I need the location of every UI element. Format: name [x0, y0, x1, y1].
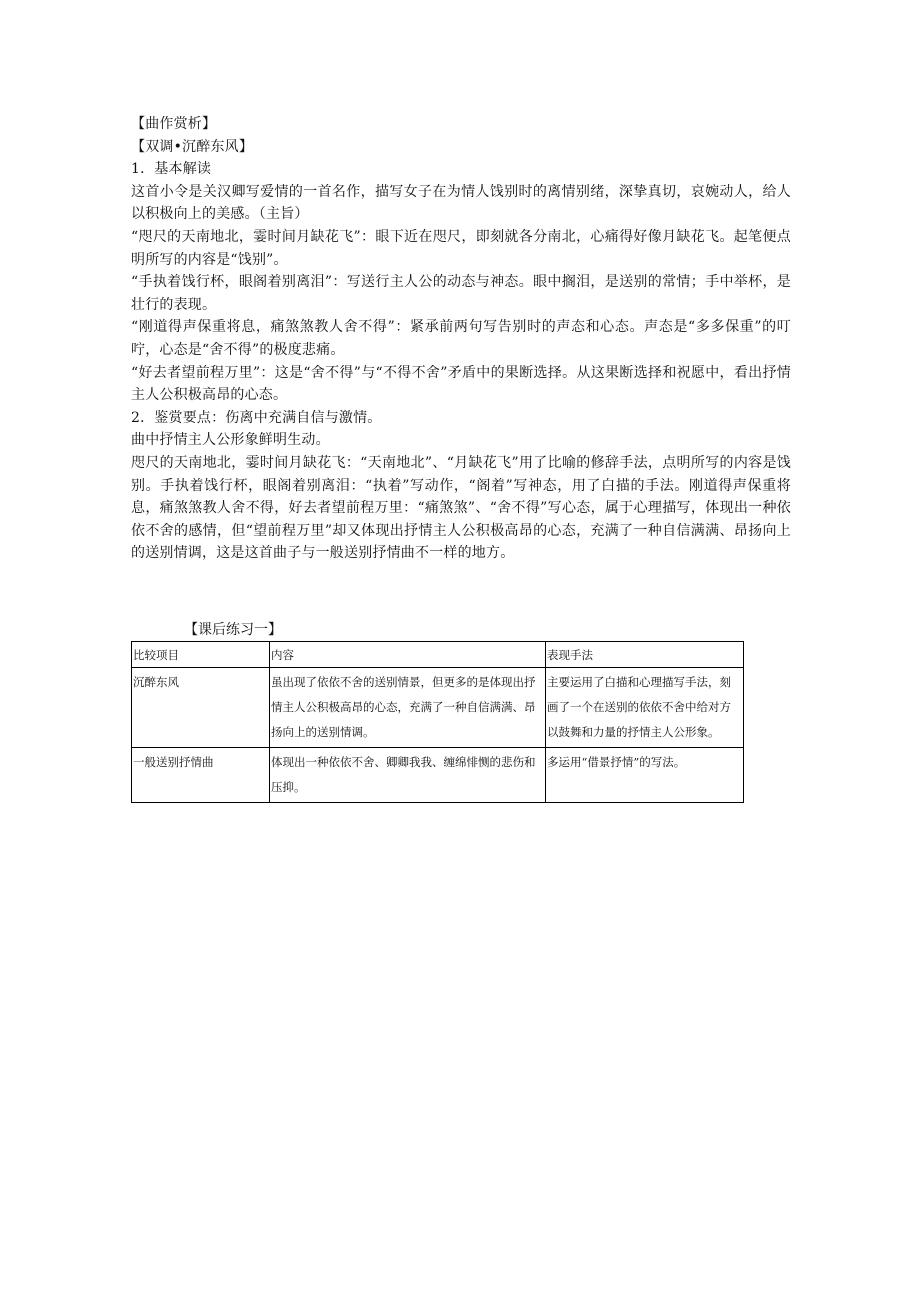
table-cell: 主要运用了白描和心理描写手法，刻画了一个在送别的依依不舍中给对方以鼓舞和力量的抒情主人公形象。 — [546, 668, 744, 748]
heading-basic-reading: 1．基本解读 — [131, 161, 212, 178]
table-cell: 体现出一种依依不舍、卿卿我我、缠绵悱恻的悲伤和压抑。 — [270, 748, 546, 803]
table-header-row — [132, 642, 744, 668]
table-cell: 一般送别抒情曲 — [132, 748, 270, 803]
article-body — [131, 113, 791, 565]
section-title: 【曲作赏析】 — [131, 116, 217, 132]
heading-appreciation: 2．鉴赏要点：伤离中充满自信与激情。 — [131, 409, 382, 426]
table-row — [132, 668, 744, 748]
paragraph-line4: “好去者望前程万里”：这是“舍不得”与“不得不舍”矛盾中的果断选择。从这果断选择和祝愿中，看出抒情主人公积极高昂的心态。 — [131, 364, 791, 404]
header-cell: 比较项目 — [132, 642, 270, 668]
header-cell: 表现手法 — [546, 642, 744, 668]
table-cell: 沉醉东风 — [132, 668, 270, 748]
paragraph-line3: “刚道得声保重将息，痛煞煞教人舍不得”：紧承前两句写告别时的声态和心态。声态是“多多保重”的叮咛，心态是“舍不得”的极度悲痛。 — [131, 319, 791, 358]
paragraph-analysis: 咫尺的天南地北，霎时间月缺花飞：“天南地北”、“月缺花飞”用了比喻的修辞手法，点明所写的内容是饯别。手执着饯行杯，眼阁着别离泪：“执着”写动作，“阁着”写神态，用了白描的手法。刚道得声保重将息，痛煞煞教人舍不得，好去者望前程万里：“痛煞煞”、“舍不得”写心态，属于心理描写，体现出一种依依不舍的感情，但“望前程万里”却又体现出抒情主人公积极高昂的心态，充满了一种自信满满、昂扬向上的送别情调，这是这首曲子与一般送别抒情曲不一样的地方。 — [131, 454, 791, 562]
piece-title: 【双调•沉醉东风】 — [131, 138, 254, 155]
comparison-table — [131, 641, 744, 803]
paragraph-line2: “手执着饯行杯，眼阁着别离泪”：写送行主人公的动态与神态。眼中搁泪，是送别的常情；手中举杯，是壮行的表现。 — [131, 274, 791, 313]
paragraph-summary: 这首小令是关汉卿写爱情的一首名作，描写女子在为情人饯别时的离情别绪，深挚真切，哀婉动人，给人以积极向上的美感。（主旨） — [131, 183, 791, 223]
paragraph-line1: “咫尺的天南地北，霎时间月缺花飞”：眼下近在咫尺，即刻就各分南北，心痛得好像月缺花飞。起笔便点明所写的内容是“饯别”。 — [131, 228, 791, 268]
paragraph-character: 曲中抒情主人公形象鲜明生动。 — [131, 432, 330, 449]
header-cell: 内容 — [270, 642, 546, 668]
table-row — [132, 748, 744, 803]
exercise-title: 【课后练习一】 — [184, 622, 282, 638]
table-cell: 多运用“借景抒情”的写法。 — [546, 748, 744, 803]
table-cell: 虽出现了依依不舍的送别情景，但更多的是体现出抒情主人公积极高昂的心态，充满了一种自信满满、昂扬向上的送别情调。 — [270, 668, 546, 748]
